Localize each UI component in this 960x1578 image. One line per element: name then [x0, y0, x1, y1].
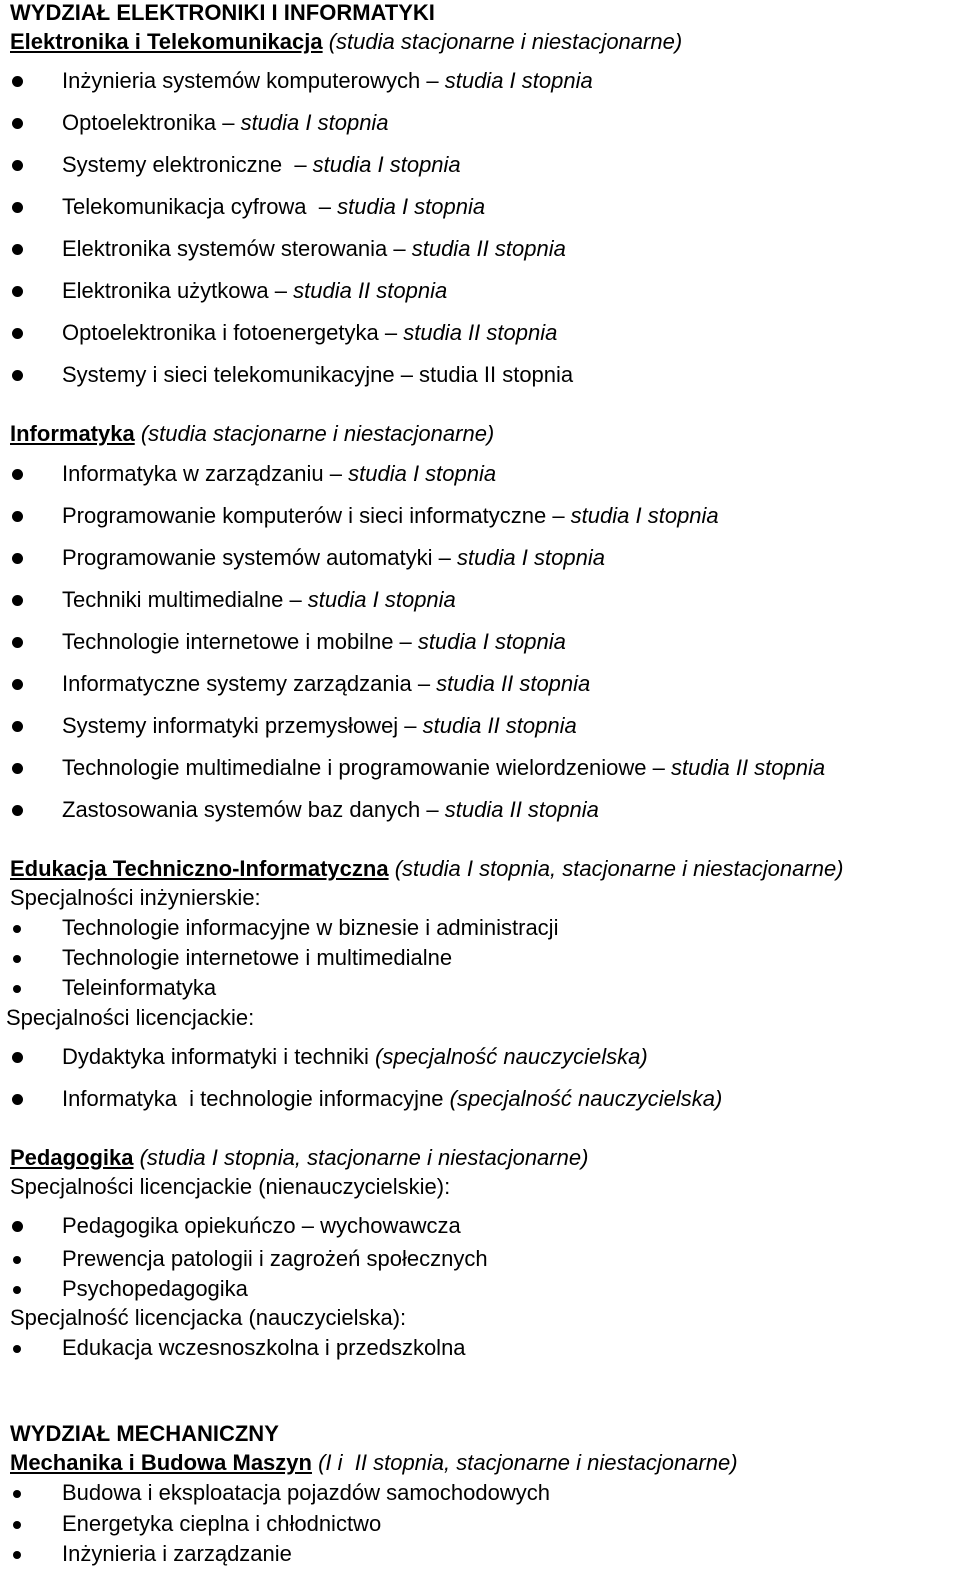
study-level: studia II stopnia: [444, 797, 599, 822]
specialization-name: Teleinformatyka: [62, 975, 217, 1000]
specialization-name: Informatyka i technologie informacyjne: [62, 1086, 444, 1111]
specialization-name: Techniki multimedialne: [62, 587, 284, 612]
major-name: Pedagogika: [10, 1145, 134, 1170]
bullet-icon: [12, 286, 23, 297]
study-level: studia I stopnia: [307, 587, 456, 612]
dash: –: [398, 713, 423, 738]
bullet-icon: [13, 1286, 21, 1294]
study-level: studia II stopnia: [436, 671, 591, 696]
study-level: studia I stopnia: [348, 461, 497, 486]
study-level: studia II stopnia: [293, 278, 448, 303]
bullet-icon: [12, 679, 23, 690]
dash: –: [546, 503, 571, 528]
dash: –: [420, 68, 445, 93]
specialization-name: Edukacja wczesnoszkolna i przedszkolna: [62, 1335, 466, 1360]
major-heading: [10, 423, 494, 445]
major-heading: [10, 858, 844, 880]
specialization-note: (specjalność nauczycielska): [375, 1044, 648, 1069]
study-level: studia I stopnia: [312, 152, 461, 177]
specialization-group-label: Specjalności inżynierskie:: [10, 885, 261, 910]
dash: –: [282, 152, 313, 177]
faculty-heading: WYDZIAŁ ELEKTRONIKI I INFORMATYKI: [10, 0, 435, 25]
major-heading: [10, 1147, 588, 1169]
study-mode: (I i II stopnia, stacjonarne i niestacjonarne): [318, 1450, 738, 1475]
specialization-name: Telekomunikacja cyfrowa: [62, 194, 307, 219]
study-level: studia I stopnia: [417, 629, 566, 654]
specialization-group-label: Specjalność licencjacka (nauczycielska):: [10, 1305, 407, 1330]
dash: –: [432, 545, 457, 570]
specialization-name: Systemy elektroniczne: [62, 152, 283, 177]
dash: –: [323, 461, 349, 486]
major-heading: [10, 1452, 738, 1474]
study-mode: (studia stacjonarne i niestacjonarne): [328, 29, 683, 54]
bullet-icon: [12, 637, 23, 648]
specialization-name: Systemy i sieci telekomunikacyjne: [62, 362, 395, 387]
faculty-heading: WYDZIAŁ MECHANICZNY: [10, 1421, 279, 1446]
bullet-icon: [13, 1256, 21, 1264]
dash: –: [393, 629, 418, 654]
bullet-icon: [13, 1551, 21, 1559]
study-level: studia I stopnia: [570, 503, 719, 528]
study-mode: (studia I stopnia, stacjonarne i niestacjonarne): [139, 1145, 589, 1170]
bullet-icon: [12, 160, 23, 171]
bullet-icon: [12, 511, 23, 522]
specialization-group-label: Specjalności licencjackie (nienauczycielskie):: [10, 1174, 451, 1199]
specialization-name: Programowanie komputerów i sieci informatyczne: [62, 503, 547, 528]
specialization-name: Optoelektronika i fotoenergetyka: [62, 320, 379, 345]
study-level: studia II stopnia: [419, 362, 574, 387]
bullet-icon: [12, 595, 23, 606]
specialization-name: Systemy informatyki przemysłowej: [62, 713, 399, 738]
dash: –: [216, 110, 241, 135]
specialization-name: Technologie informacyjne w biznesie i administracji: [62, 915, 559, 940]
major-name: Elektronika i Telekomunikacja: [10, 29, 323, 54]
study-level: studia II stopnia: [671, 755, 826, 780]
bullet-icon: [13, 925, 21, 933]
bullet-icon: [13, 955, 21, 963]
study-level: studia I stopnia: [456, 545, 605, 570]
specialization-name: Budowa i eksploatacja pojazdów samochodowych: [62, 1480, 550, 1505]
bullet-icon: [13, 985, 21, 993]
specialization-note: (specjalność nauczycielska): [449, 1086, 723, 1111]
bullet-icon: [12, 1052, 23, 1063]
dash: –: [420, 797, 445, 822]
bullet-icon: [12, 763, 23, 774]
specialization-name: Dydaktyka informatyki i techniki: [62, 1044, 369, 1069]
specialization-name: Informatyka w zarządzaniu: [62, 461, 324, 486]
bullet-icon: [12, 202, 23, 213]
bullet-icon: [13, 1345, 21, 1353]
specialization-name: Elektronika użytkowa: [62, 278, 269, 303]
bullet-icon: [12, 370, 23, 381]
major-name: Informatyka: [10, 421, 135, 446]
bullet-icon: [12, 469, 23, 480]
specialization-name: Prewencja patologii i zagrożeń społecznych: [62, 1246, 488, 1271]
dash: –: [646, 755, 672, 780]
major-heading: [10, 31, 682, 53]
study-level: studia II stopnia: [403, 320, 558, 345]
study-level: studia I stopnia: [444, 68, 593, 93]
specialization-name: Optoelektronika: [62, 110, 217, 135]
specialization-name: Programowanie systemów automatyki: [62, 545, 433, 570]
study-level: studia II stopnia: [422, 713, 577, 738]
study-level: studia I stopnia: [240, 110, 389, 135]
bullet-icon: [12, 721, 23, 732]
dash: –: [283, 587, 308, 612]
bullet-icon: [12, 244, 23, 255]
bullet-icon: [12, 553, 23, 564]
dash: –: [394, 362, 420, 387]
study-mode: (studia stacjonarne i niestacjonarne): [140, 421, 495, 446]
study-level: studia II stopnia: [411, 236, 566, 261]
specialization-name: Inżynieria systemów komputerowych: [62, 68, 421, 93]
major-name: Edukacja Techniczno-Informatyczna: [10, 856, 389, 881]
dash: –: [268, 278, 294, 303]
specialization-name: Elektronika systemów sterowania: [62, 236, 388, 261]
specialization-name: Zastosowania systemów baz danych: [62, 797, 421, 822]
bullet-icon: [13, 1521, 21, 1529]
bullet-icon: [12, 805, 23, 816]
bullet-icon: [12, 328, 23, 339]
dash: –: [387, 236, 412, 261]
dash: –: [306, 194, 338, 219]
specialization-group-label: Specjalności licencjackie:: [6, 1005, 255, 1030]
specialization-name: Technologie internetowe i mobilne: [62, 629, 394, 654]
specialization-name: Energetyka cieplna i chłodnictwo: [62, 1511, 382, 1536]
specialization-name: Psychopedagogika: [62, 1276, 248, 1301]
bullet-icon: [12, 1094, 23, 1105]
specialization-name: Technologie multimedialne i programowanie wielordzeniowe: [62, 755, 647, 780]
specialization-name: Informatyczne systemy zarządzania: [62, 671, 412, 696]
specialization-name: Pedagogika opiekuńczo – wychowawcza: [62, 1213, 461, 1238]
bullet-icon: [12, 118, 23, 129]
study-level: studia I stopnia: [337, 194, 486, 219]
specialization-name: Inżynieria i zarządzanie: [62, 1541, 292, 1566]
dash: –: [411, 671, 437, 696]
study-mode: (studia I stopnia, stacjonarne i niestacjonarne): [394, 856, 844, 881]
dash: –: [378, 320, 404, 345]
bullet-icon: [12, 76, 23, 87]
major-name: Mechanika i Budowa Maszyn: [10, 1450, 312, 1475]
specialization-name: Technologie internetowe i multimedialne: [62, 945, 453, 970]
bullet-icon: [12, 1221, 23, 1232]
bullet-icon: [13, 1490, 21, 1498]
